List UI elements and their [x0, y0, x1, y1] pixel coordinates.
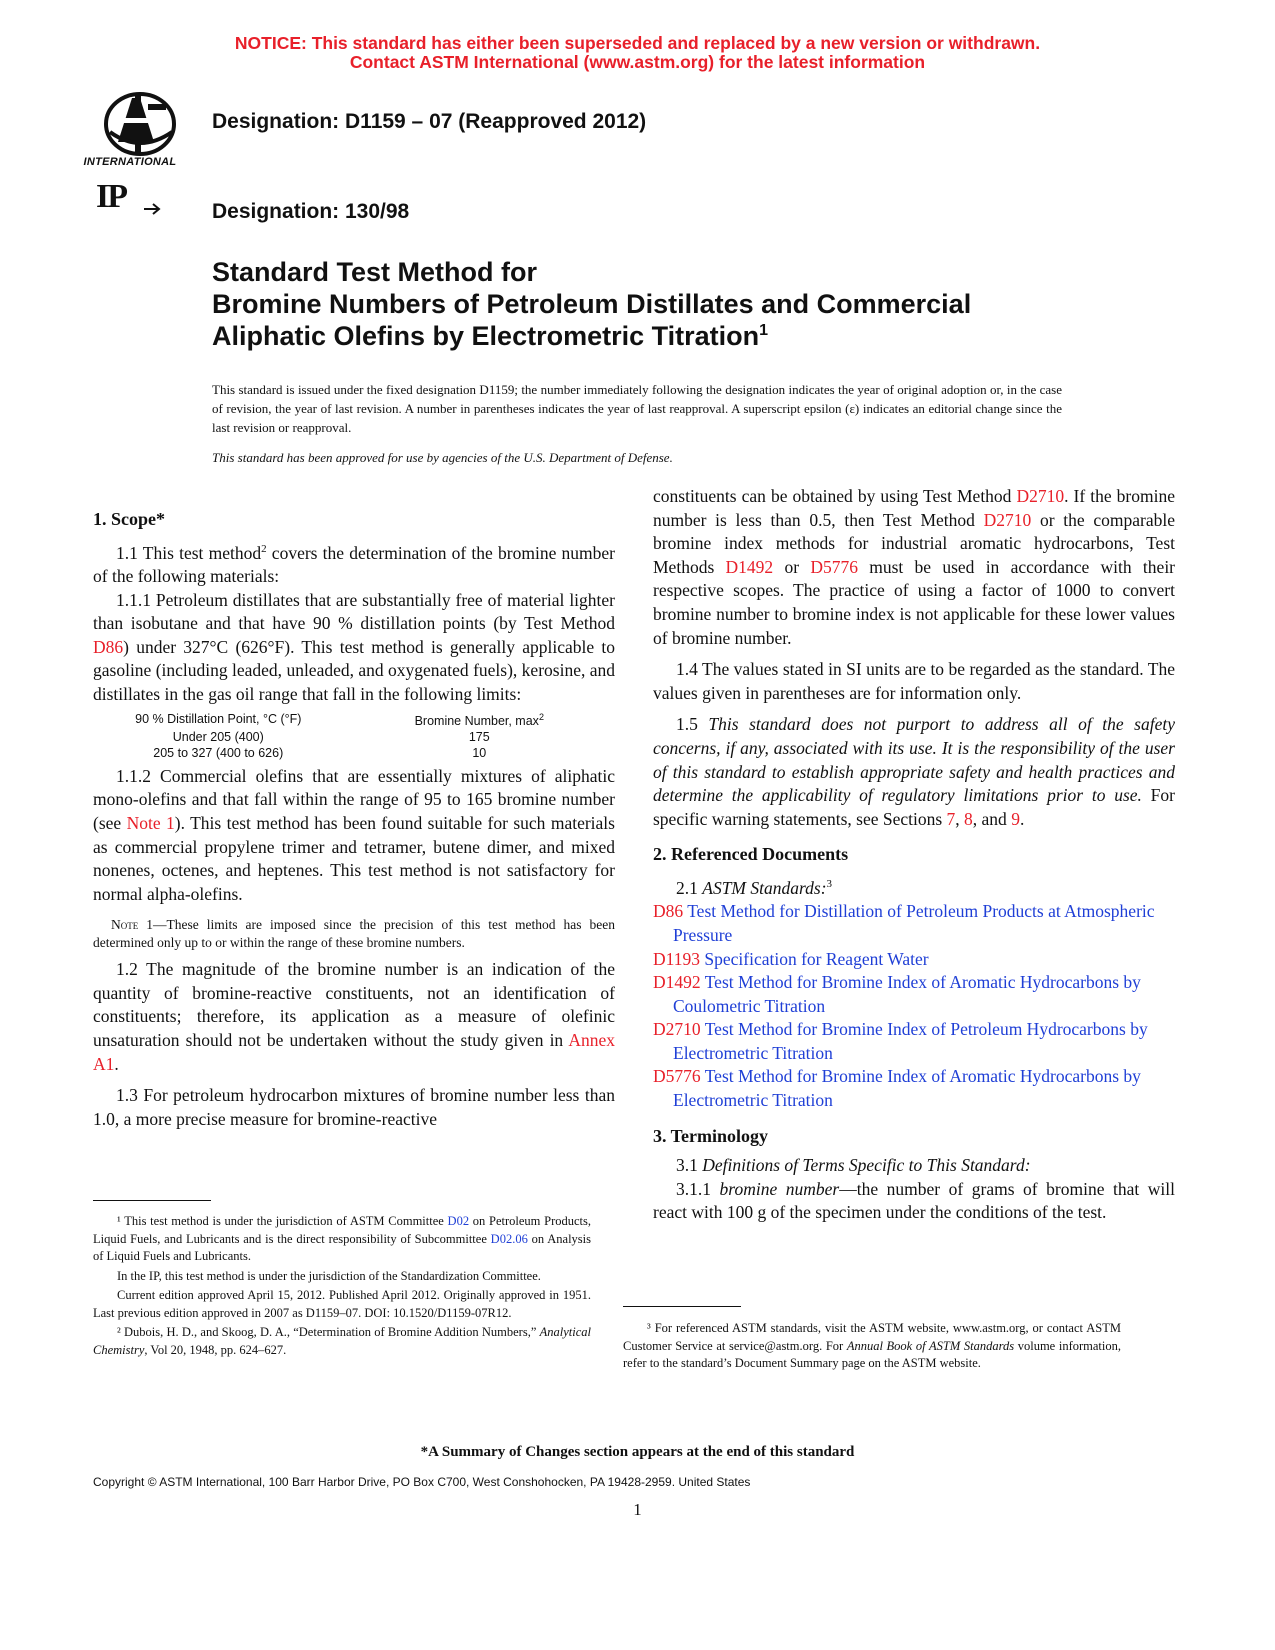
notice-banner [0, 34, 1275, 72]
title-line-1: Standard Test Method for [212, 257, 538, 287]
table-cell: 10 [472, 745, 487, 760]
para-3-1-1: 3.1.1 bromine number—the number of grams of bromine that will react with 100 g of the specimen under the conditions of the test. [653, 1178, 1176, 1223]
left-column [93, 508, 615, 1131]
para-1-1-2: 1.1.2 Commercial olefins that are essentially mixtures of aliphatic mono-olefins and that fall within the range of 95 to 165 bromine number (see Note 1). This test method has been found suitable for such materials as commercial propylene trimer and tetramer, butene dimer, and mixed nonenes, octenes, and heptenes. This test method is not satisfactory for normal alpha-olefins. [93, 765, 615, 904]
footnote-1-edition: Current edition approved April 15, 2012. Published April 2012. Originally approved in 1951. Last previous edition approved in 2007 as D1159–07. DOI: 10.1520/D1159-07R12. [93, 1288, 591, 1320]
link-d86[interactable]: D86 [93, 636, 124, 657]
para-1-2: 1.2 The magnitude of the bromine number is an indication of the quantity of bromine-reactive constituents, not an identification of constituents; therefore, its application as a measure of olefinic unsaturation should not be undertaken without the study given in Annex A1. [93, 959, 615, 1074]
footnote-3-mark[interactable]: 3 [826, 877, 833, 890]
ref-d86[interactable]: D86 Test Method for Distillation of Petroleum Products at Atmospheric Pressure [653, 901, 1155, 945]
notice-line-1: NOTICE: This standard has either been superseded and replaced by a new version or withdrawn. [234, 33, 1041, 53]
table-row [93, 745, 615, 761]
link-d5776[interactable]: D5776 [810, 556, 858, 577]
ip-logo-text: IP [96, 178, 126, 215]
designation-astm: Designation: D1159 – 07 (Reapproved 2012) [212, 110, 647, 133]
scope-heading: 1. Scope* [93, 509, 165, 529]
limits-col-bromine: Bromine Number, $\max^2$ [414, 711, 544, 728]
link-section-7[interactable]: 7 [946, 808, 956, 829]
footnote-rule-left [93, 1200, 211, 1201]
footnote-rule-right [623, 1306, 741, 1307]
table-cell: Under 205 (400) [172, 729, 264, 744]
link-section-8[interactable]: 8 [964, 808, 973, 829]
ip-logo [96, 178, 166, 218]
para-1-5: 1.5 This standard does not purport to address all of the safety concerns, if any, associated with its use. It is the responsibility of the user of this standard to establish appropriate safety and health practices and determine the applicability of regulatory limitations prior to use. For specific warning statements, see Sections 7, 8, and 9. [653, 714, 1176, 829]
limits-col-distillation: 90 % Distillation Point, °C (°F) [135, 711, 302, 726]
table-cell: 205 to 327 (400 to 626) [153, 745, 284, 760]
footnote-2: ² Dubois, H. D., and Skoog, D. A., “Determination of Bromine Addition Numbers,” Analytical Chemistry, Vol 20, 1948, pp. 624–627. [93, 1325, 591, 1357]
astm-logo-text: INTERNATIONAL [83, 156, 177, 168]
table-cell: 175 [468, 729, 490, 744]
footnotes-left [93, 1213, 591, 1361]
refdocs-heading: 2. Referenced Documents [653, 844, 849, 865]
table-row [93, 729, 615, 745]
para-1-1: 1.1 This test method$^2$ covers the determination of the bromine number of the following materials: [93, 542, 616, 587]
designation-ip: Designation: 130/98 [212, 200, 410, 223]
page-number: 1 [633, 1500, 642, 1519]
ref-d5776[interactable]: D5776 Test Method for Bromine Index of Aromatic Hydrocarbons by Electrometric Titration [653, 1066, 1141, 1111]
document-title [212, 256, 1112, 352]
para-1-3-cont: constituents can be obtained by using Test Method D2710. If the bromine number is less than 0.5, then Test Method D2710 or the comparable bromine index methods for industrial aromatic hydrocarbons, Test Methods D1492 or D5776 must be used in accordance with their respective scopes. The practice of using a factor of 1000 to convert bromine number to bromine index is not applicable for these lower values of bromine number. [653, 486, 1176, 648]
footnote-3: ³ For referenced ASTM standards, visit the ASTM website, www.astm.org, or contact ASTM Customer Service at service@astm.org. For Annual Book of ASTM Standards volume information, refer to the standard’s Document Summary page on the ASTM website. [623, 1321, 1121, 1370]
footnote-1: ¹ This test method is under the jurisdiction of ASTM Committee D02 on Petroleum Products, Liquid Fuels, and Lubricants and is the direct responsibility of Subcommittee D02.06 on Analysis of Liquid Fuels and Lubricants. [93, 1214, 591, 1263]
link-d2710[interactable]: D2710 [1016, 486, 1065, 506]
ip-arrow-icon [144, 202, 162, 216]
link-note-1[interactable]: Note 1 [126, 812, 175, 833]
summary-of-changes: *A Summary of Changes section appears at the end of this standard [420, 1444, 855, 1460]
intro-defense: This standard has been approved for use by agencies of the U.S. Department of Defense. [212, 450, 673, 465]
para-1-4: 1.4 The values stated in SI units are to be regarded as the standard. The values given in parentheses are for information only. [653, 659, 1175, 703]
para-1-1-1: 1.1.1 Petroleum distillates that are substantially free of material lighter than isobutane and that have 90 % distillation points (by Test Method D86) under 327°C (626°F). This test method is generally applicable to gasoline (including leaded, unleaded, and oxygenated fuels), kerosine, and distillates in the gas oil range that fall in the following limits: [93, 589, 615, 704]
ref-d2710[interactable]: D2710 Test Method for Bromine Index of Petroleum Hydrocarbons by Electrometric Titration [653, 1019, 1148, 1063]
para-1-3: 1.3 For petroleum hydrocarbon mixtures of bromine number less than 1.0, a more precise measure for bromine-reactive [93, 1085, 615, 1129]
link-annex-a1[interactable]: Annex A1 [93, 1030, 615, 1074]
terminology-heading: 3. Terminology [653, 1125, 769, 1146]
note-1: Note 1—These limits are imposed since the precision of this test method has been determined only up to or within the range of these bromine numbers. [93, 917, 616, 951]
intro-paragraph: This standard is issued under the fixed designation D1159; the number immediately following the designation indicates the year of original adoption or, in the case of revision, the year of last revision. A number in parentheses indicates the year of last reapproval. A superscript epsilon (ε) indicates an editorial change since the last revision or reapproval. [212, 382, 1062, 435]
link-d1492[interactable]: D1492 [725, 556, 774, 577]
ref-d1492[interactable]: D1492 Test Method for Bromine Index of Aromatic Hydrocarbons by Coulometric Titration [653, 972, 1141, 1016]
limits-table [93, 709, 615, 761]
footnotes-right [623, 1320, 1121, 1375]
limits-table-header [93, 709, 615, 729]
right-column [653, 485, 1175, 1225]
copyright: Copyright © ASTM International, 100 Barr Harbor Drive, PO Box C700, West Conshohocken, PA 19428-2959. United States [93, 1475, 751, 1489]
para-2-1: 2.1 ASTM Standards:$^3$ [676, 877, 833, 898]
link-section-9[interactable]: 9 [1011, 808, 1020, 829]
footnote-1-ip: In the IP, this test method is under the jurisdiction of the Standardization Committee. [117, 1268, 541, 1283]
footnote-2-mark[interactable]: 2 [261, 542, 267, 555]
notice-line-2: Contact ASTM International (www.astm.org) for the latest information [349, 52, 926, 72]
title-line-3: Aliphatic Olefins by Electrometric Titration$^1$ [212, 321, 769, 351]
link-d02-06[interactable]: D02.06 [490, 1231, 528, 1246]
title-line-2: Bromine Numbers of Petroleum Distillates and Commercial [212, 289, 972, 319]
link-d02[interactable]: D02 [447, 1214, 470, 1228]
astm-logo [83, 84, 192, 174]
link-d2710[interactable]: D2710 [983, 509, 1032, 530]
ref-d1193[interactable]: D1193 Specification for Reagent Water [653, 948, 929, 969]
para-3-1: 3.1 Definitions of Terms Specific to This Standard: [676, 1155, 1031, 1176]
title-footnote-mark[interactable]: 1 [759, 322, 769, 339]
